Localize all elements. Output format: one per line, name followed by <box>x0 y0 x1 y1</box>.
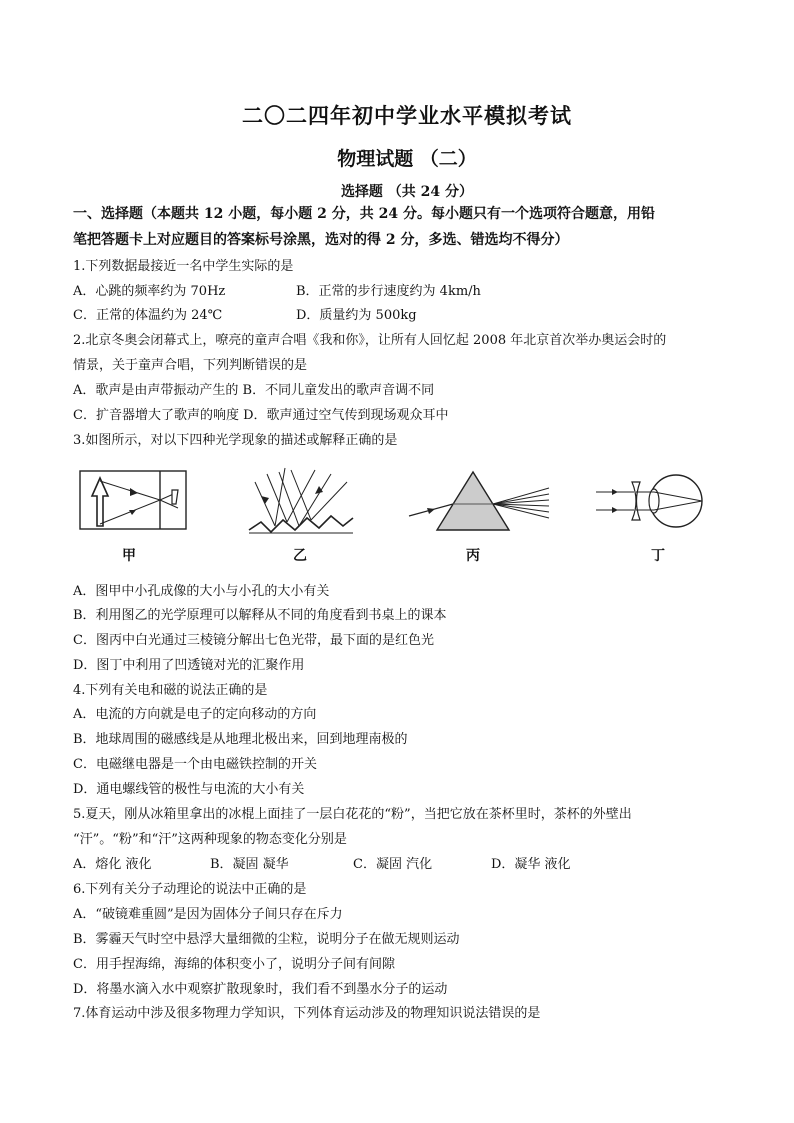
q5-option-b: B．凝固 凝华 <box>210 857 289 872</box>
q4-stem: 4.下列有关电和磁的说法正确的是 <box>73 683 268 698</box>
q2-options-ab: A．歌声是由声带振动产生的 B．不同儿童发出的歌声音调不同 <box>73 383 435 398</box>
q1-option-d: D．质量约为 500kg <box>296 308 417 323</box>
q6-option-a: A．“破镜难重圆”是因为固体分子间只存在斥力 <box>73 907 343 922</box>
q2-stem-line-2: 情景，关于童声合唱，下列判断错误的是 <box>73 358 308 373</box>
q4-option-d: D．通电螺线管的极性与电流的大小有关 <box>73 782 305 797</box>
figure-eye-lens <box>590 466 710 538</box>
q4-option-b: B．地球周围的磁感线是从地理北极出来，回到地理南极的 <box>73 732 408 747</box>
exam-subtitle: 物理试题 （二） <box>337 148 477 170</box>
instructions-line-1: 一、选择题（本题共 12 小题，每小题 2 分，共 24 分。每小题只有一个选项符合题意，用铅 <box>73 206 655 222</box>
q1-option-c: C．正常的体温约为 24℃ <box>73 308 223 323</box>
q5-option-d: D．凝华 液化 <box>491 857 571 872</box>
q4-option-c: C．电磁继电器是一个由电磁铁控制的开关 <box>73 757 317 772</box>
q1-stem: 1.下列数据最接近一名中学生实际的是 <box>73 259 294 274</box>
q6-option-d: D．将墨水滴入水中观察扩散现象时，我们看不到墨水分子的运动 <box>73 982 448 997</box>
q5-stem-line-1: 5.夏天，刚从冰箱里拿出的冰棍上面挂了一层白花花的“粉”，当把它放在茶杯里时，茶杯的外壁出 <box>73 807 632 822</box>
q3-option-d: D．图丁中利用了凹透镜对光的汇聚作用 <box>73 658 305 673</box>
q6-option-b: B．雾霾天气时空中悬浮大量细微的尘粒，说明分子在做无规则运动 <box>73 932 460 947</box>
figure-label-ding: 丁 <box>651 548 665 564</box>
figure-label-jia: 甲 <box>122 548 136 564</box>
q7-stem: 7.体育运动中涉及很多物理力学知识，下列体育运动涉及的物理知识说法错误的是 <box>73 1006 541 1021</box>
instructions-line-2: 笔把答题卡上对应题目的答案标号涂黑，选对的得 2 分，多选、错选均不得分） <box>73 232 569 248</box>
q1-option-b: B．正常的步行速度约为 4km/h <box>296 284 481 299</box>
q2-stem-line-1: 2.北京冬奥会闭幕式上，嘹亮的童声合唱《我和你》，让所有人回忆起 2008 年北京首次举办奥运会时的 <box>73 333 667 348</box>
q6-stem: 6.下列有关分子动理论的说法中正确的是 <box>73 882 307 897</box>
q1-option-a: A．心跳的频率约为 70Hz <box>73 284 226 299</box>
q3-option-b: B．利用图乙的光学原理可以解释从不同的角度看到书桌上的课本 <box>73 608 447 623</box>
figure-pinhole-imaging <box>78 466 190 536</box>
figure-prism-dispersion <box>405 466 555 538</box>
q3-option-c: C．图丙中白光通过三棱镜分解出七色光带，最下面的是红色光 <box>73 633 434 648</box>
q5-option-c: C．凝固 汽化 <box>353 857 433 872</box>
q5-option-a: A．熔化 液化 <box>73 857 152 872</box>
q6-option-c: C．用手捏海绵，海绵的体积变小了，说明分子间有间隙 <box>73 957 395 972</box>
figure-label-bing: 丙 <box>466 548 480 564</box>
q3-stem: 3.如图所示，对以下四种光学现象的描述或解释正确的是 <box>73 433 398 448</box>
figure-diffuse-reflection <box>245 466 355 538</box>
section-header: 选择题 （共 24 分） <box>340 184 474 200</box>
q3-option-a: A．图甲中小孔成像的大小与小孔的大小有关 <box>73 584 330 599</box>
figure-label-yi: 乙 <box>293 548 307 564</box>
q5-stem-line-2: “汗”。“粉”和“汗”这两种现象的物态变化分别是 <box>73 832 347 847</box>
exam-title: 二〇二四年初中学业水平模拟考试 <box>242 103 572 128</box>
q2-options-cd: C．扩音器增大了歌声的响度 D．歌声通过空气传到现场观众耳中 <box>73 408 449 423</box>
q4-option-a: A．电流的方向就是电子的定向移动的方向 <box>73 707 317 722</box>
